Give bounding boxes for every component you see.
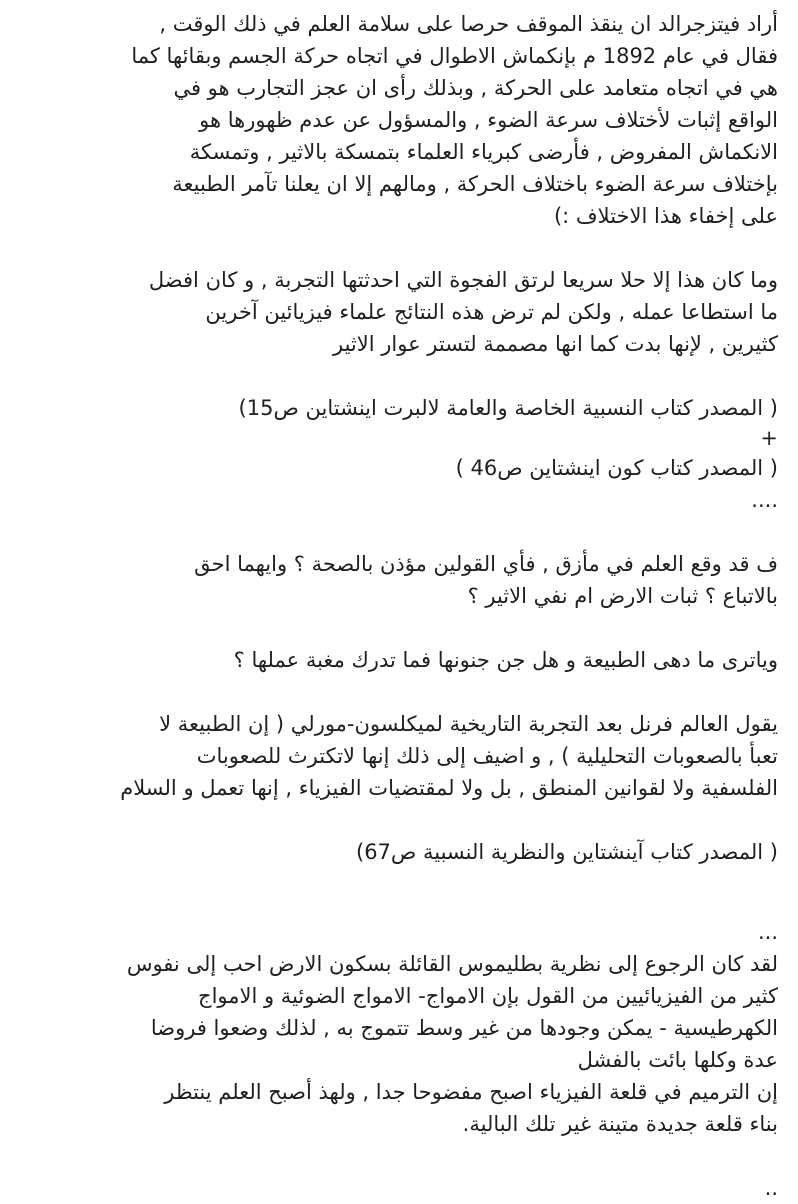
spacer	[20, 232, 778, 264]
spacer	[20, 804, 778, 836]
text-line: وما كان هذا إلا حلا سريعا لرتق الفجوة التي احدثتها التجربة , و كان افضل	[148, 268, 778, 292]
spacer	[20, 516, 778, 548]
text-line: هي في اتجاه متعامد على الحركة , وبذلك رأى ان عجز التجارب هو في	[173, 76, 778, 100]
text-line: الكهرطيسية - يمكن وجودها من غير وسط تتموج به , لذلك وضعوا فروضا	[150, 1016, 778, 1040]
spacer	[20, 900, 778, 916]
spacer	[20, 676, 778, 708]
spacer	[20, 360, 778, 392]
text-line: أراد فيتزجرالد ان ينقذ الموقف حرصا على سلامة العلم في ذلك الوقت ,	[159, 12, 778, 36]
text-line: الفلسفية ولا لقوانين المنطق , بل ولا لمقتضيات الفيزياء , إنها تعمل و السلام	[120, 776, 778, 800]
article-text	[20, 8, 778, 1204]
text-line: الانكماش المفروض , فأرضى كبرياء العلماء بتمسكة بالاثير , وتمسكة	[189, 140, 778, 164]
plus-separator: +	[760, 426, 778, 450]
text-line: يقول العالم فرنل بعد التجربة التاريخية لميكلسون-مورلي ( إن الطبيعة لا	[159, 712, 778, 736]
ellipsis: ....	[751, 488, 778, 512]
text-line: كثير من الفيزيائيين من القول بإن الامواج- الامواج الضوئية و الامواج	[198, 984, 778, 1008]
text-line: الواقع إثبات لأختلاف سرعة الضوء , والمسؤول عن عدم ظهورها هو	[199, 108, 778, 132]
spacer	[20, 868, 778, 900]
text-line: بإختلاف سرعة الضوء باختلاف الحركة , ومالهم إلا ان يعلنا تآمر الطبيعة	[172, 172, 778, 196]
text-line: وياترى ما دهى الطبيعة و هل جن جنونها فما تدرك مغبة عملها ؟	[233, 648, 778, 672]
text-line: على إخفاء هذا الاختلاف :)	[553, 204, 778, 228]
source-citation: ( المصدر كتاب آينشتاين والنظرية النسبية ص67)	[355, 840, 778, 864]
text-line: عدة وكلها بائت بالفشل	[577, 1048, 778, 1072]
text-line: لقد كان الرجوع إلى نظرية بطليموس القائلة بسكون الارض احب إلى نفوس	[126, 952, 778, 976]
spacer	[20, 612, 778, 644]
text-line: ف قد وقع العلم في مأزق , فأي القولين مؤذن بالصحة ؟ وايهما احق	[194, 552, 778, 576]
text-line: تعبأ بالصعوبات التحليلية ) , و اضيف إلى ذلك إنها لاتكترث للصعوبات	[196, 744, 778, 768]
text-line: إن الترميم في قلعة الفيزياء اصبح مفضوحا جدا , ولهذ أصبح العلم ينتظر	[164, 1080, 778, 1104]
ellipsis: ..	[764, 1176, 778, 1200]
source-citation: ( المصدر كتاب النسبية الخاصة والعامة لالبرت اينشتاين ص15)	[238, 396, 778, 420]
text-line: فقال في عام 1892 م بإنكماش الاطوال في اتجاه حركة الجسم وبقائها كما	[131, 44, 778, 68]
text-line: كثيرين , لإنها بدت كما انها مصممة لتستر عوار الاثير	[333, 332, 778, 356]
text-line: بناء قلعة جديدة متينة غير تلك البالية.	[462, 1112, 778, 1136]
ellipsis: ...	[757, 920, 778, 944]
source-citation: ( المصدر كتاب كون اينشتاين ص46 )	[455, 456, 778, 480]
spacer	[20, 1140, 778, 1172]
text-line: بالاتباع ؟ ثبات الارض ام نفي الاثير ؟	[467, 584, 778, 608]
text-line: ما استطاعا عمله , ولكن لم ترض هذه النتائج علماء فيزيائين آخرين	[205, 300, 778, 324]
